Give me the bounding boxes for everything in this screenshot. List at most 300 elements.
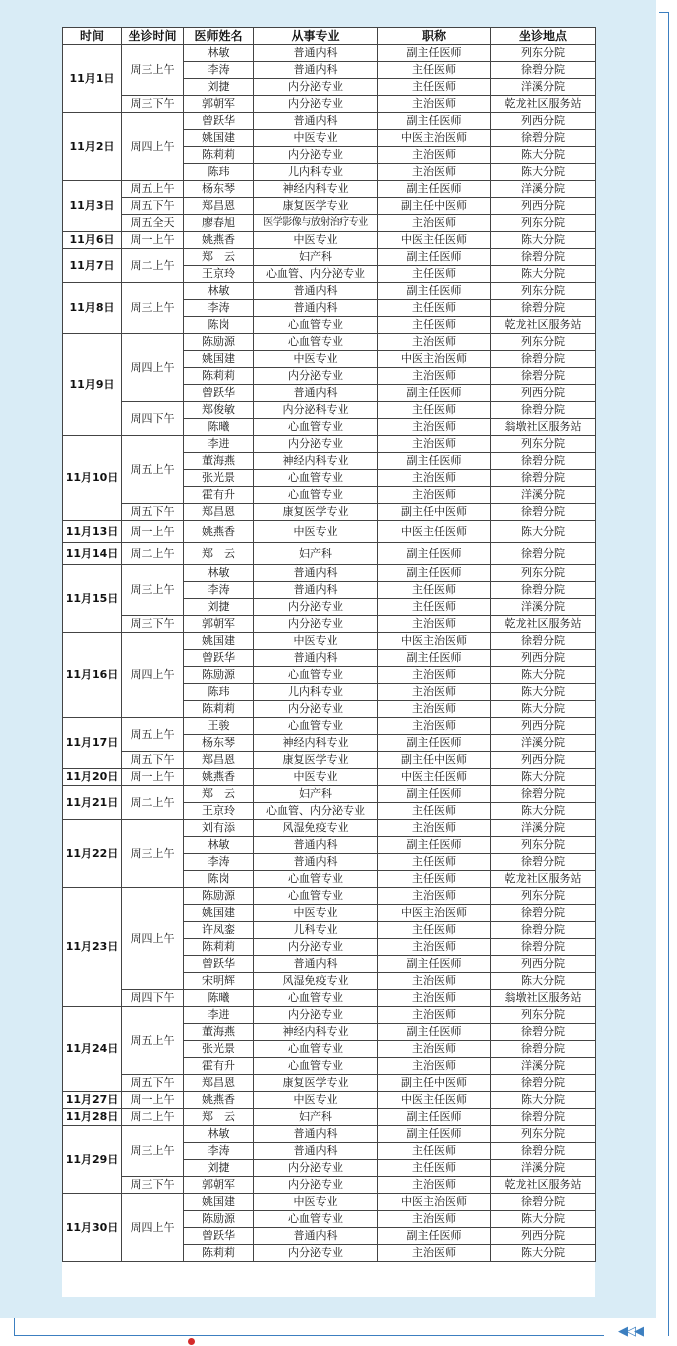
doctor-name-cell: 曾跃华	[184, 1228, 254, 1245]
date-cell: 11月30日	[63, 1194, 122, 1262]
doctor-name-cell: 李涛	[184, 300, 254, 317]
doctor-name-cell: 姚国建	[184, 351, 254, 368]
doctor-name-cell: 李涛	[184, 854, 254, 871]
specialty-cell: 中医专业	[254, 905, 378, 922]
job-title-cell: 中医主任医师	[378, 232, 491, 249]
table-row	[63, 232, 596, 249]
slot-cell: 周一上午	[122, 769, 184, 786]
job-title-cell: 主治医师	[378, 701, 491, 718]
location-cell: 乾龙社区服务站	[491, 317, 596, 334]
specialty-cell: 内分泌专业	[254, 701, 378, 718]
specialty-cell: 内分泌专业	[254, 96, 378, 113]
job-title-cell: 副主任医师	[378, 837, 491, 854]
specialty-cell: 心血管专业	[254, 334, 378, 351]
slot-cell: 周四下午	[122, 990, 184, 1007]
doctor-name-cell: 王京玲	[184, 803, 254, 820]
job-title-cell: 主治医师	[378, 368, 491, 385]
location-cell: 翁墩社区服务站	[491, 419, 596, 436]
job-title-cell: 副主任中医师	[378, 1075, 491, 1092]
location-cell: 徐碧分院	[491, 786, 596, 803]
date-cell: 11月3日	[63, 181, 122, 232]
job-title-cell: 副主任医师	[378, 45, 491, 62]
doctor-name-cell: 郑 云	[184, 543, 254, 565]
doctor-name-cell: 姚国建	[184, 905, 254, 922]
doctor-name-cell: 陈励源	[184, 667, 254, 684]
job-title-cell: 主治医师	[378, 164, 491, 181]
specialty-cell: 心血管专业	[254, 1211, 378, 1228]
job-title-cell: 主治医师	[378, 436, 491, 453]
location-cell: 列东分院	[491, 837, 596, 854]
location-cell: 徐碧分院	[491, 1041, 596, 1058]
doctor-name-cell: 郑昌恩	[184, 504, 254, 521]
date-cell: 11月17日	[63, 718, 122, 769]
doctor-name-cell: 林敏	[184, 283, 254, 300]
date-cell: 11月27日	[63, 1092, 122, 1109]
specialty-cell: 心血管专业	[254, 888, 378, 905]
table-row	[63, 283, 596, 300]
job-title-cell: 中医主治医师	[378, 1194, 491, 1211]
doctor-name-cell: 姚燕香	[184, 769, 254, 786]
location-cell: 乾龙社区服务站	[491, 871, 596, 888]
specialty-cell: 中医专业	[254, 1194, 378, 1211]
job-title-cell: 副主任医师	[378, 1126, 491, 1143]
doctor-name-cell: 刘有添	[184, 820, 254, 837]
slot-cell: 周五全天	[122, 215, 184, 232]
table-row	[63, 436, 596, 453]
table-row	[63, 786, 596, 803]
location-cell: 列东分院	[491, 436, 596, 453]
header-date: 时间	[63, 28, 122, 45]
slot-cell: 周五上午	[122, 181, 184, 198]
doctor-name-cell: 曾跃华	[184, 650, 254, 667]
specialty-cell: 内分泌专业	[254, 1160, 378, 1177]
location-cell: 徐碧分院	[491, 905, 596, 922]
specialty-cell: 神经内科专业	[254, 735, 378, 752]
table-row	[63, 45, 596, 62]
specialty-cell: 神经内科专业	[254, 453, 378, 470]
slot-cell: 周五下午	[122, 1075, 184, 1092]
specialty-cell: 普通内科	[254, 565, 378, 582]
location-cell: 徐碧分院	[491, 1109, 596, 1126]
doctor-name-cell: 林敏	[184, 45, 254, 62]
location-cell: 列西分院	[491, 752, 596, 769]
slot-cell: 周五下午	[122, 752, 184, 769]
location-cell: 陈大分院	[491, 1245, 596, 1262]
location-cell: 陈大分院	[491, 667, 596, 684]
doctor-name-cell: 张光景	[184, 470, 254, 487]
location-cell: 列东分院	[491, 1007, 596, 1024]
date-cell: 11月29日	[63, 1126, 122, 1194]
doctor-name-cell: 郑 云	[184, 1109, 254, 1126]
job-title-cell: 副主任中医师	[378, 198, 491, 215]
location-cell: 翁墩社区服务站	[491, 990, 596, 1007]
job-title-cell: 副主任医师	[378, 283, 491, 300]
location-cell: 乾龙社区服务站	[491, 616, 596, 633]
table-row	[63, 888, 596, 905]
specialty-cell: 神经内科专业	[254, 181, 378, 198]
slot-cell: 周一上午	[122, 232, 184, 249]
slot-cell: 周四上午	[122, 888, 184, 990]
table-row	[63, 752, 596, 769]
specialty-cell: 康复医学专业	[254, 752, 378, 769]
table-row	[63, 1194, 596, 1211]
doctor-name-cell: 张光景	[184, 1041, 254, 1058]
table-row	[63, 633, 596, 650]
specialty-cell: 心血管专业	[254, 1041, 378, 1058]
job-title-cell: 副主任医师	[378, 1228, 491, 1245]
slot-cell: 周四下午	[122, 402, 184, 436]
location-cell: 陈大分院	[491, 769, 596, 786]
slot-cell: 周一上午	[122, 521, 184, 543]
header-title: 职称	[378, 28, 491, 45]
specialty-cell: 普通内科	[254, 956, 378, 973]
slot-cell: 周四上午	[122, 1194, 184, 1262]
doctor-name-cell: 董海燕	[184, 453, 254, 470]
table-row	[63, 249, 596, 266]
location-cell: 洋溪分院	[491, 599, 596, 616]
table-row	[63, 113, 596, 130]
doctor-name-cell: 陈曦	[184, 990, 254, 1007]
location-cell: 徐碧分院	[491, 351, 596, 368]
job-title-cell: 主任医师	[378, 79, 491, 96]
location-cell: 陈大分院	[491, 164, 596, 181]
slot-cell: 周四上午	[122, 633, 184, 718]
doctor-name-cell: 林敏	[184, 1126, 254, 1143]
specialty-cell: 儿内科专业	[254, 684, 378, 701]
doctor-name-cell: 姚国建	[184, 633, 254, 650]
doctor-name-cell: 郑 云	[184, 249, 254, 266]
date-cell: 11月24日	[63, 1007, 122, 1092]
doctor-name-cell: 李涛	[184, 1143, 254, 1160]
location-cell: 列西分院	[491, 113, 596, 130]
slot-cell: 周三上午	[122, 565, 184, 616]
doctor-name-cell: 廖春旭	[184, 215, 254, 232]
specialty-cell: 心血管专业	[254, 990, 378, 1007]
job-title-cell: 副主任医师	[378, 786, 491, 803]
location-cell: 徐碧分院	[491, 633, 596, 650]
job-title-cell: 副主任医师	[378, 385, 491, 402]
specialty-cell: 中医专业	[254, 351, 378, 368]
doctor-name-cell: 李涛	[184, 582, 254, 599]
doctor-name-cell: 林敏	[184, 837, 254, 854]
table-row	[63, 990, 596, 1007]
header-specialty: 从事专业	[254, 28, 378, 45]
doctor-name-cell: 陈莉莉	[184, 147, 254, 164]
location-cell: 洋溪分院	[491, 1058, 596, 1075]
location-cell: 列西分院	[491, 650, 596, 667]
table-row	[63, 565, 596, 582]
doctor-name-cell: 陈励源	[184, 888, 254, 905]
specialty-cell: 妇产科	[254, 249, 378, 266]
job-title-cell: 主任医师	[378, 317, 491, 334]
specialty-cell: 内分泌专业	[254, 599, 378, 616]
header-slot: 坐诊时间	[122, 28, 184, 45]
specialty-cell: 普通内科	[254, 283, 378, 300]
page-arrow-icons: ◀◁◀	[618, 1324, 642, 1339]
location-cell: 徐碧分院	[491, 543, 596, 565]
location-cell: 徐碧分院	[491, 62, 596, 79]
specialty-cell: 风湿免疫专业	[254, 973, 378, 990]
schedule-sheet	[62, 27, 595, 1297]
specialty-cell: 普通内科	[254, 837, 378, 854]
location-cell: 列东分院	[491, 565, 596, 582]
table-row	[63, 1007, 596, 1024]
job-title-cell: 副主任医师	[378, 543, 491, 565]
job-title-cell: 副主任医师	[378, 1024, 491, 1041]
job-title-cell: 主任医师	[378, 300, 491, 317]
decorative-frame-right	[659, 12, 669, 1336]
date-cell: 11月15日	[63, 565, 122, 633]
header-row	[63, 28, 596, 45]
location-cell: 徐碧分院	[491, 368, 596, 385]
doctor-name-cell: 刘捷	[184, 1160, 254, 1177]
specialty-cell: 神经内科专业	[254, 1024, 378, 1041]
specialty-cell: 普通内科	[254, 650, 378, 667]
doctor-name-cell: 姚燕香	[184, 232, 254, 249]
specialty-cell: 心血管、内分泌专业	[254, 266, 378, 283]
doctor-name-cell: 陈励源	[184, 334, 254, 351]
job-title-cell: 副主任医师	[378, 1109, 491, 1126]
specialty-cell: 中医专业	[254, 633, 378, 650]
job-title-cell: 主治医师	[378, 973, 491, 990]
location-cell: 洋溪分院	[491, 735, 596, 752]
location-cell: 陈大分院	[491, 973, 596, 990]
date-cell: 11月28日	[63, 1109, 122, 1126]
slot-cell: 周一上午	[122, 1092, 184, 1109]
location-cell: 列西分院	[491, 956, 596, 973]
doctor-name-cell: 霍有升	[184, 487, 254, 504]
doctor-name-cell: 陈玮	[184, 684, 254, 701]
specialty-cell: 内分泌科专业	[254, 402, 378, 419]
date-cell: 11月16日	[63, 633, 122, 718]
job-title-cell: 主治医师	[378, 334, 491, 351]
red-dot-icon	[188, 1338, 195, 1345]
table-row	[63, 543, 596, 565]
specialty-cell: 心血管、内分泌专业	[254, 803, 378, 820]
location-cell: 陈大分院	[491, 1092, 596, 1109]
date-cell: 11月7日	[63, 249, 122, 283]
slot-cell: 周五上午	[122, 718, 184, 752]
doctor-name-cell: 陈曦	[184, 419, 254, 436]
doctor-name-cell: 李进	[184, 436, 254, 453]
specialty-cell: 心血管专业	[254, 667, 378, 684]
location-cell: 徐碧分院	[491, 249, 596, 266]
location-cell: 列西分院	[491, 198, 596, 215]
job-title-cell: 主治医师	[378, 215, 491, 232]
doctor-name-cell: 宋明辉	[184, 973, 254, 990]
specialty-cell: 心血管专业	[254, 419, 378, 436]
date-cell: 11月8日	[63, 283, 122, 334]
specialty-cell: 妇产科	[254, 1109, 378, 1126]
job-title-cell: 主治医师	[378, 820, 491, 837]
doctor-name-cell: 姚国建	[184, 1194, 254, 1211]
specialty-cell: 普通内科	[254, 1143, 378, 1160]
specialty-cell: 中医专业	[254, 769, 378, 786]
specialty-cell: 中医专业	[254, 232, 378, 249]
slot-cell: 周三下午	[122, 96, 184, 113]
doctor-name-cell: 郭朝军	[184, 616, 254, 633]
specialty-cell: 妇产科	[254, 543, 378, 565]
doctor-name-cell: 陈莉莉	[184, 368, 254, 385]
table-row	[63, 521, 596, 543]
specialty-cell: 心血管专业	[254, 1058, 378, 1075]
job-title-cell: 主任医师	[378, 599, 491, 616]
doctor-name-cell: 陈莉莉	[184, 939, 254, 956]
table-row	[63, 334, 596, 351]
doctor-name-cell: 郑昌恩	[184, 1075, 254, 1092]
specialty-cell: 内分泌专业	[254, 79, 378, 96]
specialty-cell: 风湿免疫专业	[254, 820, 378, 837]
header-location: 坐诊地点	[491, 28, 596, 45]
job-title-cell: 主治医师	[378, 1058, 491, 1075]
slot-cell: 周二上午	[122, 786, 184, 820]
doctor-name-cell: 陈玮	[184, 164, 254, 181]
slot-cell: 周三上午	[122, 283, 184, 334]
doctor-name-cell: 姚国建	[184, 130, 254, 147]
location-cell: 陈大分院	[491, 521, 596, 543]
job-title-cell: 副主任医师	[378, 113, 491, 130]
doctor-name-cell: 郑昌恩	[184, 752, 254, 769]
date-cell: 11月2日	[63, 113, 122, 181]
job-title-cell: 主治医师	[378, 684, 491, 701]
location-cell: 徐碧分院	[491, 922, 596, 939]
location-cell: 列东分院	[491, 215, 596, 232]
doctor-name-cell: 郭朝军	[184, 1177, 254, 1194]
job-title-cell: 中医主治医师	[378, 130, 491, 147]
doctor-name-cell: 王骏	[184, 718, 254, 735]
table-row	[63, 181, 596, 198]
specialty-cell: 心血管专业	[254, 871, 378, 888]
location-cell: 徐碧分院	[491, 854, 596, 871]
specialty-cell: 内分泌专业	[254, 939, 378, 956]
job-title-cell: 主任医师	[378, 854, 491, 871]
slot-cell: 周三上午	[122, 1126, 184, 1177]
table-row	[63, 820, 596, 837]
location-cell: 陈大分院	[491, 701, 596, 718]
job-title-cell: 主任医师	[378, 1160, 491, 1177]
job-title-cell: 主治医师	[378, 147, 491, 164]
specialty-cell: 内分泌专业	[254, 1007, 378, 1024]
specialty-cell: 普通内科	[254, 854, 378, 871]
slot-cell: 周五下午	[122, 504, 184, 521]
job-title-cell: 主治医师	[378, 1245, 491, 1262]
doctor-name-cell: 陈莉莉	[184, 701, 254, 718]
location-cell: 陈大分院	[491, 266, 596, 283]
specialty-cell: 内分泌专业	[254, 1177, 378, 1194]
slot-cell: 周四上午	[122, 113, 184, 181]
location-cell: 洋溪分院	[491, 487, 596, 504]
location-cell: 列东分院	[491, 888, 596, 905]
location-cell: 乾龙社区服务站	[491, 1177, 596, 1194]
date-cell: 11月23日	[63, 888, 122, 1007]
decorative-frame-bottom	[14, 1318, 604, 1336]
slot-cell: 周三上午	[122, 45, 184, 96]
table-row	[63, 215, 596, 232]
job-title-cell: 主任医师	[378, 871, 491, 888]
specialty-cell: 医学影像与放射治疗专业	[254, 215, 378, 232]
location-cell: 徐碧分院	[491, 300, 596, 317]
specialty-cell: 内分泌专业	[254, 436, 378, 453]
doctor-name-cell: 郭朝军	[184, 96, 254, 113]
specialty-cell: 普通内科	[254, 582, 378, 599]
doctor-name-cell: 陈岗	[184, 317, 254, 334]
doctor-name-cell: 王京玲	[184, 266, 254, 283]
specialty-cell: 妇产科	[254, 786, 378, 803]
specialty-cell: 康复医学专业	[254, 198, 378, 215]
date-cell: 11月9日	[63, 334, 122, 436]
job-title-cell: 中医主任医师	[378, 521, 491, 543]
specialty-cell: 心血管专业	[254, 718, 378, 735]
doctor-name-cell: 曾跃华	[184, 956, 254, 973]
job-title-cell: 主任医师	[378, 803, 491, 820]
date-cell: 11月21日	[63, 786, 122, 820]
header-doctor: 医师姓名	[184, 28, 254, 45]
doctor-name-cell: 陈岗	[184, 871, 254, 888]
date-cell: 11月14日	[63, 543, 122, 565]
specialty-cell: 中医专业	[254, 521, 378, 543]
schedule-table	[62, 27, 596, 1262]
table-row	[63, 1092, 596, 1109]
job-title-cell: 中医主治医师	[378, 633, 491, 650]
doctor-name-cell: 李涛	[184, 62, 254, 79]
doctor-name-cell: 郑 云	[184, 786, 254, 803]
location-cell: 陈大分院	[491, 803, 596, 820]
location-cell: 徐碧分院	[491, 1024, 596, 1041]
slot-cell: 周二上午	[122, 543, 184, 565]
location-cell: 洋溪分院	[491, 820, 596, 837]
location-cell: 徐碧分院	[491, 939, 596, 956]
table-row	[63, 1177, 596, 1194]
doctor-name-cell: 陈莉莉	[184, 1245, 254, 1262]
job-title-cell: 主任医师	[378, 266, 491, 283]
doctor-name-cell: 姚燕香	[184, 1092, 254, 1109]
location-cell: 列东分院	[491, 334, 596, 351]
doctor-name-cell: 董海燕	[184, 1024, 254, 1041]
job-title-cell: 副主任医师	[378, 956, 491, 973]
job-title-cell: 主任医师	[378, 922, 491, 939]
location-cell: 徐碧分院	[491, 1075, 596, 1092]
job-title-cell: 主治医师	[378, 667, 491, 684]
date-cell: 11月1日	[63, 45, 122, 113]
slot-cell: 周四上午	[122, 334, 184, 402]
table-row	[63, 1075, 596, 1092]
specialty-cell: 内分泌专业	[254, 147, 378, 164]
location-cell: 列东分院	[491, 45, 596, 62]
job-title-cell: 中医主任医师	[378, 769, 491, 786]
doctor-name-cell: 曾跃华	[184, 385, 254, 402]
doctor-name-cell: 姚燕香	[184, 521, 254, 543]
job-title-cell: 主治医师	[378, 718, 491, 735]
doctor-name-cell: 杨东琴	[184, 735, 254, 752]
location-cell: 陈大分院	[491, 1211, 596, 1228]
job-title-cell: 主治医师	[378, 1007, 491, 1024]
slot-cell: 周五上午	[122, 436, 184, 504]
slot-cell: 周三下午	[122, 1177, 184, 1194]
location-cell: 徐碧分院	[491, 402, 596, 419]
location-cell: 徐碧分院	[491, 470, 596, 487]
job-title-cell: 副主任中医师	[378, 504, 491, 521]
slot-cell: 周三下午	[122, 616, 184, 633]
job-title-cell: 主治医师	[378, 616, 491, 633]
date-cell: 11月10日	[63, 436, 122, 521]
specialty-cell: 内分泌专业	[254, 1245, 378, 1262]
slot-cell: 周二上午	[122, 249, 184, 283]
job-title-cell: 主治医师	[378, 470, 491, 487]
specialty-cell: 心血管专业	[254, 470, 378, 487]
job-title-cell: 主治医师	[378, 487, 491, 504]
slot-cell: 周三上午	[122, 820, 184, 888]
job-title-cell: 主治医师	[378, 939, 491, 956]
